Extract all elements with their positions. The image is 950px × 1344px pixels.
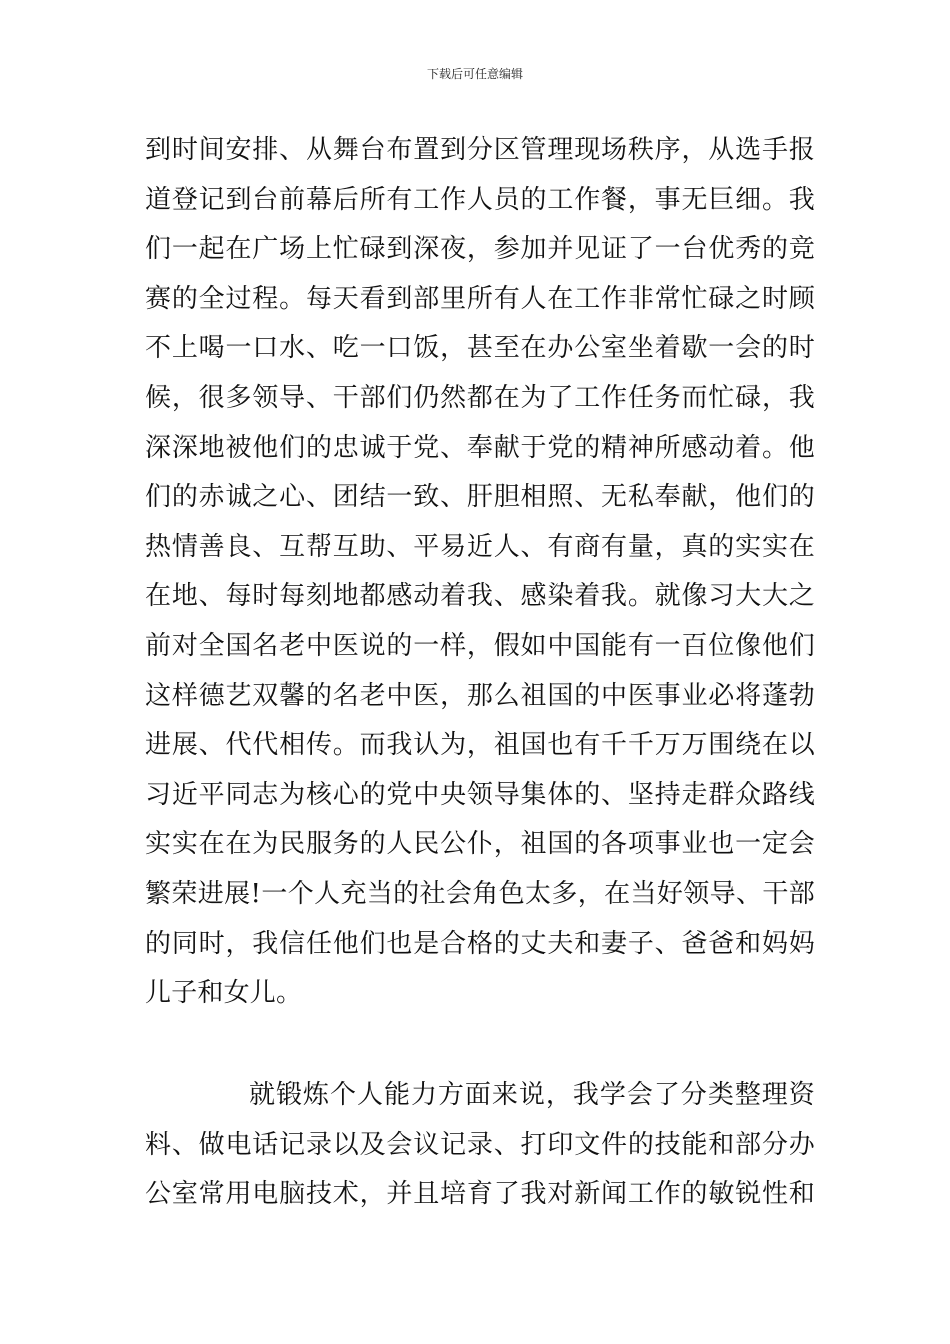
text-line: 赛的全过程。每天看到部里所有人在工作非常忙碌之时顾 xyxy=(145,283,815,314)
text-line: 习近平同志为核心的党中央领导集体的、坚持走群众路线 xyxy=(145,779,815,810)
text-line: 实实在在为民服务的人民公仆，祖国的各项事业也一定会 xyxy=(145,829,815,860)
paragraph-2 xyxy=(145,1071,815,1220)
text-line: 深深地被他们的忠诚于党、奉献于党的精神所感动着。他 xyxy=(145,432,815,463)
text-line: 就锻炼个人能力方面来说，我学会了分类整理资 xyxy=(249,1080,815,1110)
text-line: 繁荣进展!一个人充当的社会角色太多，在当好领导、干部 xyxy=(145,878,815,909)
text-line: 热情善良、互帮互助、平易近人、有商有量，真的实实在 xyxy=(145,531,815,562)
text-line: 进展、代代相传。而我认为，祖国也有千千万万围绕在以 xyxy=(145,730,815,761)
text-line: 这样德艺双馨的名老中医，那么祖国的中医事业必将蓬勃 xyxy=(145,680,815,711)
text-line: 们的赤诚之心、团结一致、肝胆相照、无私奉献，他们的 xyxy=(145,482,815,513)
text-line: 前对全国名老中医说的一样，假如中国能有一百位像他们 xyxy=(145,630,815,661)
text-line: 们一起在广场上忙碌到深夜，参加并见证了一台优秀的竞 xyxy=(145,234,815,265)
text-line: 儿子和女儿。 xyxy=(145,978,303,1009)
text-line: 到时间安排、从舞台布置到分区管理现场秩序，从选手报 xyxy=(145,135,815,165)
text-line: 在地、每时每刻地都感动着我、感染着我。就像习大大之 xyxy=(145,581,815,612)
text-line: 料、做电话记录以及会议记录、打印文件的技能和部分办 xyxy=(145,1129,815,1160)
text-line: 候，很多领导、干部们仍然都在为了工作任务而忙碌，我 xyxy=(145,382,815,413)
text-line: 的同时，我信任他们也是合格的丈夫和妻子、爸爸和妈妈 xyxy=(145,928,815,959)
text-line: 不上喝一口水、吃一口饭，甚至在办公室坐着歇一会的时 xyxy=(145,333,815,364)
page-header: 下载后可任意编辑 xyxy=(426,67,523,81)
paragraph-1 xyxy=(145,126,815,1019)
text-line: 道登记到台前幕后所有工作人员的工作餐，事无巨细。我 xyxy=(145,184,815,215)
text-line: 公室常用电脑技术，并且培育了我对新闻工作的敏锐性和 xyxy=(145,1179,815,1210)
